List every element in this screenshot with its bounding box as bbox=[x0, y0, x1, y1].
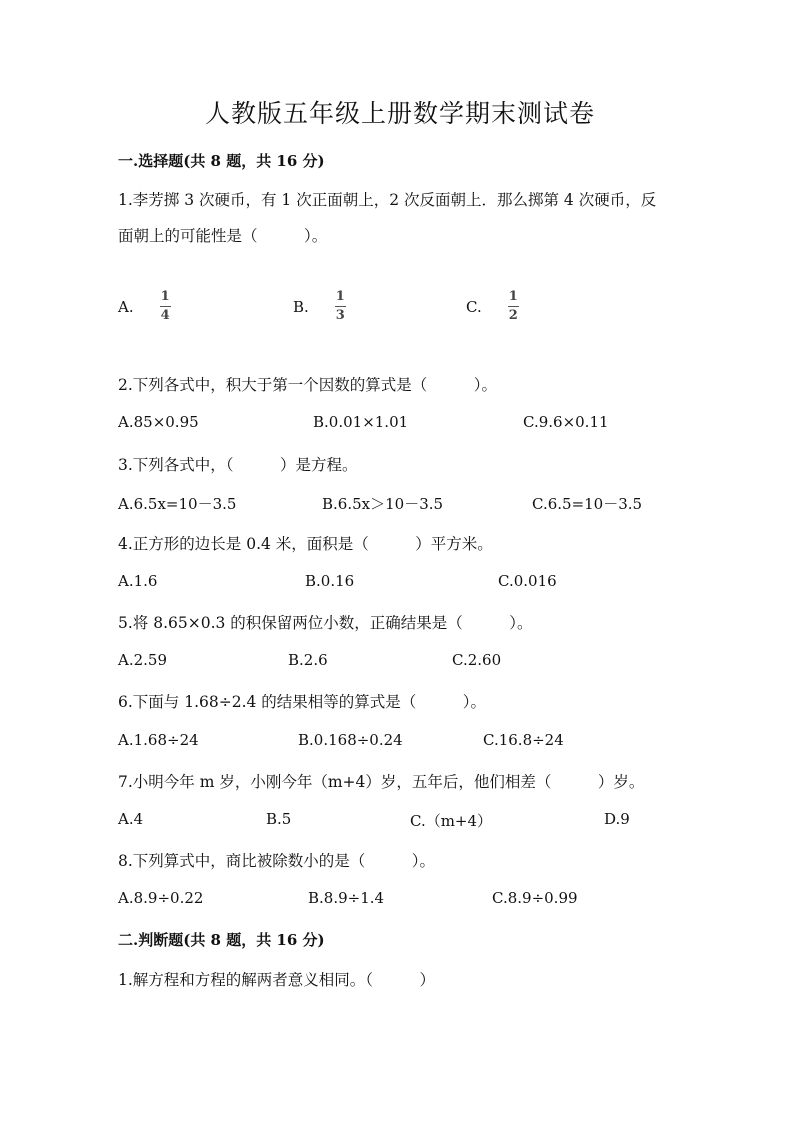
question-6: 6.下面与 1.68÷2.4 的结果相等的算式是（ ）。 bbox=[118, 693, 487, 711]
section-heading-choice: 一.选择题(共 8 题，共 16 分) bbox=[118, 152, 325, 170]
question-2-option-c: C.9.6×0.11 bbox=[523, 413, 609, 431]
question-1-option-c bbox=[466, 290, 519, 323]
question-7-option-d: D.9 bbox=[604, 810, 630, 828]
question-3-option-c: C.6.5=10－3.5 bbox=[532, 495, 643, 513]
question-1-line-2: 面朝上的可能性是（ ）。 bbox=[118, 227, 328, 245]
option-label: A. bbox=[118, 297, 134, 316]
judgment-question-1: 1.解方程和方程的解两者意义相同。（ ） bbox=[118, 971, 436, 989]
page-title: 人教版五年级上册数学期末测试卷 bbox=[204, 99, 595, 128]
question-5-option-b: B.2.6 bbox=[288, 651, 328, 669]
question-1-option-a bbox=[118, 290, 171, 323]
section-heading-judgment: 二.判断题(共 8 题，共 16 分) bbox=[118, 931, 325, 949]
question-3-option-a: A.6.5x=10－3.5 bbox=[118, 495, 237, 513]
question-6-option-b: B.0.168÷0.24 bbox=[298, 731, 403, 749]
option-label: B. bbox=[293, 297, 309, 316]
question-7-option-b: B.5 bbox=[266, 810, 292, 828]
question-5: 5.将 8.65×0.3 的积保留两位小数，正确结果是（ ）。 bbox=[118, 614, 533, 632]
question-8-option-a: A.8.9÷0.22 bbox=[118, 889, 204, 907]
question-1-option-b bbox=[293, 290, 346, 323]
fraction-bar bbox=[335, 306, 346, 307]
question-8: 8.下列算式中，商比被除数小的是（ ）。 bbox=[118, 852, 436, 870]
fraction bbox=[508, 290, 519, 323]
question-2-option-b: B.0.01×1.01 bbox=[313, 413, 409, 431]
question-4-option-b: B.0.16 bbox=[305, 572, 355, 590]
question-4-option-c: C.0.016 bbox=[498, 572, 557, 590]
fraction-numerator: 1 bbox=[335, 289, 345, 304]
question-8-option-c: C.8.9÷0.99 bbox=[492, 889, 578, 907]
fraction-numerator: 1 bbox=[160, 289, 170, 304]
question-8-option-b: B.8.9÷1.4 bbox=[308, 889, 385, 907]
question-1-line-1: 1.李芳掷 3 次硬币，有 1 次正面朝上，2 次反面朝上．那么掷第 4 次硬币，反 bbox=[118, 191, 657, 209]
question-5-option-c: C.2.60 bbox=[452, 651, 502, 669]
fraction-denominator: 4 bbox=[160, 308, 170, 323]
question-5-option-a: A.2.59 bbox=[118, 651, 167, 669]
fraction-denominator: 2 bbox=[508, 308, 518, 323]
question-7: 7.小明今年 m 岁，小刚今年（m+4）岁，五年后，他们相差（ ）岁。 bbox=[118, 773, 645, 791]
question-6-option-c: C.16.8÷24 bbox=[483, 731, 564, 749]
question-3-option-b: B.6.5x＞10－3.5 bbox=[322, 495, 444, 513]
question-2: 2.下列各式中，积大于第一个因数的算式是（ ）。 bbox=[118, 376, 498, 394]
question-7-option-c: C.（m+4） bbox=[410, 812, 493, 830]
fraction bbox=[160, 290, 171, 323]
fraction-numerator: 1 bbox=[508, 289, 518, 304]
question-7-option-a: A.4 bbox=[118, 810, 144, 828]
question-3: 3.下列各式中，（ ）是方程。 bbox=[118, 456, 358, 474]
fraction bbox=[335, 290, 346, 323]
fraction-denominator: 3 bbox=[335, 308, 345, 323]
fraction-bar bbox=[160, 306, 171, 307]
question-4-option-a: A.1.6 bbox=[118, 572, 158, 590]
question-6-option-a: A.1.68÷24 bbox=[118, 731, 199, 749]
question-2-option-a: A.85×0.95 bbox=[118, 413, 199, 431]
fraction-bar bbox=[508, 306, 519, 307]
question-4: 4.正方形的边长是 0.4 米，面积是（ ）平方米。 bbox=[118, 535, 493, 553]
option-label: C. bbox=[466, 297, 482, 316]
